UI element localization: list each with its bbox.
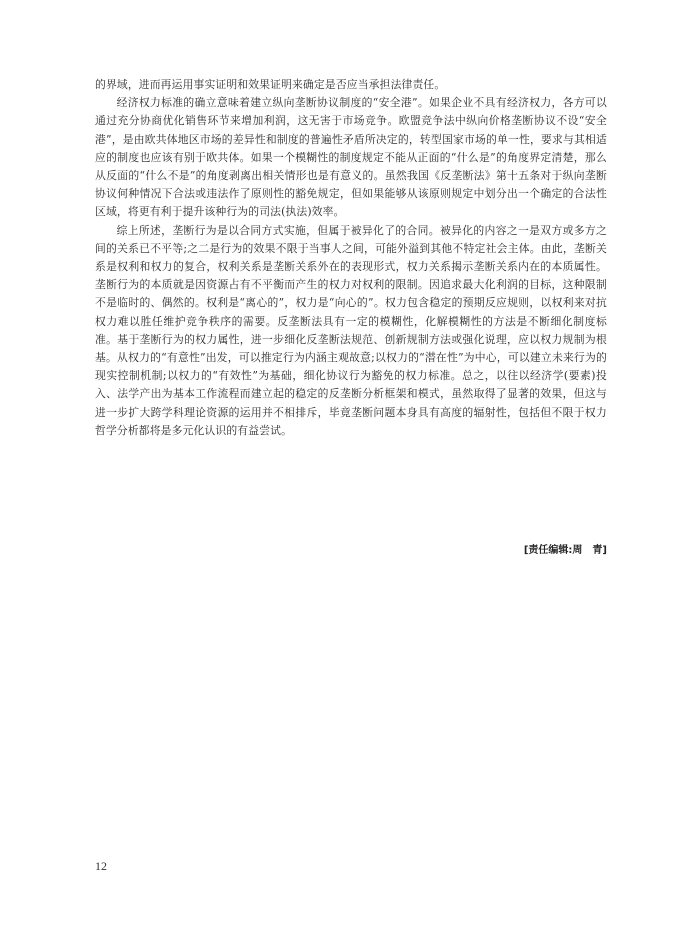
article-body — [95, 76, 607, 440]
paragraph-conclusion: 综上所述，垄断行为是以合同方式实施，但属于被异化了的合同。被异化的内容之一是双方或多方之间的关系已不平等;之二是行为的效果不限于当事人之间，可能外溢到其他不特定社会主体。由此，垄断关系是权利和权力的复合，权利关系是垄断关系外在的表现形式，权力关系揭示垄断关系内在的本质属性。垄断行为的本质就是因资源占有不平衡而产生的权力对权利的限制。因追求最大化利润的目标，这种限制不是临时的、偶然的。权利是“离心的”，权力是“向心的”。权力包含稳定的预期反应规则，以权利来对抗权力难以胜任维护竞争秩序的需要。反垄断法具有一定的模糊性，化解模糊性的方法是不断细化制度标准。基于垄断行为的权力属性，进一步细化反垄断法规范、创新规制方法或强化说理，应以权力规制为根基。从权力的“有意性”出发，可以推定行为内涵主观故意;以权力的“潜在性”为中心，可以建立未来行为的现实控制机制;以权力的“有效性”为基础，细化协议行为豁免的权力标准。总之，以往以经济学(要素)投入、法学产出为基本工作流程而建立起的稳定的反垄断分析框架和模式，虽然取得了显著的效果，但这与进一步扩大跨学科理论资源的运用并不相排斥，毕竟垄断问题本身具有高度的辐射性，包括但不限于权力哲学分析都将是多元化认识的有益尝试。 — [95, 223, 607, 437]
paragraph-economic-power-standard: 经济权力标准的确立意味着建立纵向垄断协议制度的“安全港”。如果企业不具有经济权力，各方可以通过充分协商优化销售环节来增加利润，这无害于市场竞争。欧盟竞争法中纵向价格垄断协议不设“安全港”，是由欧共体地区市场的差异性和制度的普遍性矛盾所决定的，转型国家市场的单一性，要求与其相适应的制度也应该有别于欧共体。如果一个模糊性的制度规定不能从正面的“什么是”的角度界定清楚，那么从反面的“什么不是”的角度剥离出相关情形也是有意义的。虽然我国《反垄断法》第十五条对于纵向垄断协议何种情况下合法或违法作了原则性的豁免规定，但如果能够从该原则规定中划分出一个确定的合法性区域，将更有利于提升该种行为的司法(执法)效率。 — [95, 96, 607, 219]
responsible-editor-note: [责任编辑:周 青] — [523, 545, 607, 556]
page-number: 12 — [95, 859, 107, 873]
paragraph-continuation: 的界域，进而再运用事实证明和效果证明来确定是否应当承担法律责任。 — [95, 78, 446, 91]
